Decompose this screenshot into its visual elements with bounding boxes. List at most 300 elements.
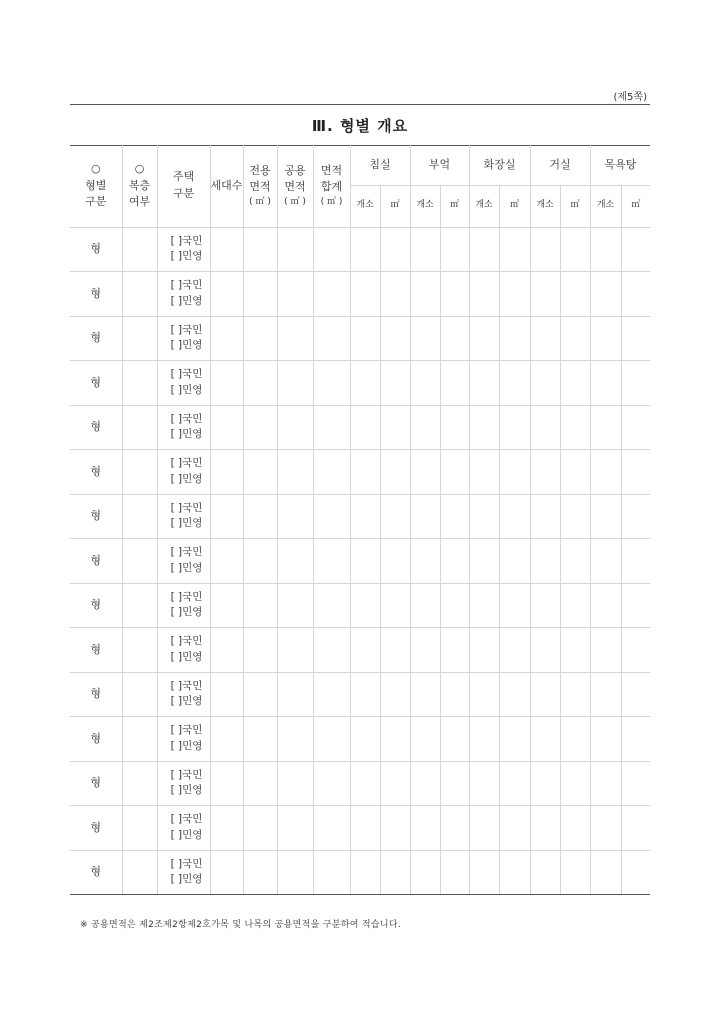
households-cell[interactable]	[210, 761, 243, 806]
restroom-count-cell[interactable]	[469, 672, 499, 717]
living-area-cell[interactable]	[560, 583, 590, 628]
table-row	[70, 494, 650, 539]
bedroom-area-cell[interactable]	[380, 761, 410, 806]
common-area-cell[interactable]	[277, 806, 313, 851]
common-area-cell[interactable]	[277, 405, 313, 450]
type-cell[interactable]: 형	[70, 761, 122, 806]
option-private[interactable]: [ ]민영	[170, 739, 203, 752]
total-area-cell[interactable]	[313, 316, 350, 361]
kitchen-area-cell[interactable]	[440, 272, 469, 317]
duplex-cell[interactable]	[122, 227, 157, 272]
kitchen-area-cell[interactable]	[440, 227, 469, 272]
total-area-cell[interactable]	[313, 361, 350, 406]
living-count-cell[interactable]	[530, 316, 560, 361]
common-area-cell[interactable]	[277, 272, 313, 317]
kitchen-count-cell[interactable]	[410, 494, 440, 539]
exclusive-area-cell[interactable]	[243, 628, 277, 673]
households-cell[interactable]	[210, 539, 243, 584]
exclusive-area-cell[interactable]	[243, 717, 277, 762]
type-cell[interactable]: 형	[70, 494, 122, 539]
header-room-restroom: 화장실	[469, 145, 530, 185]
option-national[interactable]: [ ]국민	[170, 546, 203, 558]
kitchen-area-cell[interactable]	[440, 539, 469, 584]
sub-count: 개소	[469, 185, 499, 227]
bath-area-cell[interactable]	[621, 227, 650, 272]
kitchen-area-cell[interactable]	[440, 405, 469, 450]
duplex-cell[interactable]	[122, 405, 157, 450]
bath-area-cell[interactable]	[621, 806, 650, 851]
bath-area-cell[interactable]	[621, 628, 650, 673]
kitchen-count-cell[interactable]	[410, 539, 440, 584]
bedroom-count-cell[interactable]	[350, 672, 380, 717]
living-count-cell[interactable]	[530, 717, 560, 762]
housing-options[interactable]	[157, 405, 210, 450]
total-area-cell[interactable]	[313, 539, 350, 584]
common-area-cell[interactable]	[277, 494, 313, 539]
sub-count: 개소	[590, 185, 621, 227]
housing-options[interactable]	[157, 272, 210, 317]
common-area-cell[interactable]	[277, 717, 313, 762]
bath-area-cell[interactable]	[621, 761, 650, 806]
kitchen-count-cell[interactable]	[410, 450, 440, 495]
living-count-cell[interactable]	[530, 761, 560, 806]
bath-area-cell[interactable]	[621, 272, 650, 317]
living-area-cell[interactable]	[560, 806, 590, 851]
households-cell[interactable]	[210, 227, 243, 272]
option-private[interactable]: [ ]민영	[170, 873, 203, 886]
option-national[interactable]: [ ]국민	[170, 412, 203, 425]
bath-count-cell[interactable]	[590, 272, 621, 317]
bedroom-area-cell[interactable]	[380, 450, 410, 495]
exclusive-area-cell[interactable]	[243, 494, 277, 539]
type-cell[interactable]: 형	[70, 583, 122, 628]
living-area-cell[interactable]	[560, 672, 590, 717]
exclusive-area-cell[interactable]	[243, 450, 277, 495]
bedroom-area-cell[interactable]	[380, 405, 410, 450]
total-area-cell[interactable]	[313, 272, 350, 317]
bedroom-count-cell[interactable]	[350, 405, 380, 450]
living-count-cell[interactable]	[530, 227, 560, 272]
kitchen-count-cell[interactable]	[410, 717, 440, 762]
kitchen-count-cell[interactable]	[410, 850, 440, 895]
living-count-cell[interactable]	[530, 272, 560, 317]
common-area-cell[interactable]	[277, 361, 313, 406]
living-area-cell[interactable]	[560, 272, 590, 317]
type-cell[interactable]: 형	[70, 672, 122, 717]
total-area-cell[interactable]	[313, 806, 350, 851]
housing-options[interactable]	[157, 850, 210, 895]
bath-count-cell[interactable]	[590, 806, 621, 851]
type-cell[interactable]: 형	[70, 717, 122, 762]
exclusive-area-cell[interactable]	[243, 361, 277, 406]
option-private[interactable]: [ ]민영	[170, 517, 203, 530]
housing-options[interactable]	[157, 450, 210, 495]
duplex-cell[interactable]	[122, 628, 157, 673]
duplex-cell[interactable]	[122, 806, 157, 851]
type-cell[interactable]: 형	[70, 450, 122, 495]
option-national[interactable]: [ ]국민	[170, 635, 203, 647]
households-cell[interactable]	[210, 628, 243, 673]
living-count-cell[interactable]	[530, 405, 560, 450]
restroom-area-cell[interactable]	[499, 494, 530, 539]
total-area-label: 면적 합계	[320, 163, 343, 193]
type-header-label: 형별 구분	[85, 178, 107, 208]
households-cell[interactable]	[210, 806, 243, 851]
kitchen-area-cell[interactable]	[440, 628, 469, 673]
total-area-cell[interactable]	[313, 227, 350, 272]
bath-count-cell[interactable]	[590, 672, 621, 717]
bath-area-cell[interactable]	[621, 494, 650, 539]
households-cell[interactable]	[210, 361, 243, 406]
total-area-cell[interactable]	[313, 850, 350, 895]
kitchen-count-cell[interactable]	[410, 227, 440, 272]
option-national[interactable]: [ ]국민	[170, 234, 203, 247]
option-private[interactable]: [ ]민영	[170, 606, 203, 619]
duplex-cell[interactable]	[122, 361, 157, 406]
bath-area-cell[interactable]	[621, 316, 650, 361]
common-area-cell[interactable]	[277, 227, 313, 272]
bath-area-cell[interactable]	[621, 405, 650, 450]
restroom-area-cell[interactable]	[499, 450, 530, 495]
common-area-cell[interactable]	[277, 316, 313, 361]
exclusive-area-cell[interactable]	[243, 583, 277, 628]
bath-area-cell[interactable]	[621, 672, 650, 717]
type-cell[interactable]: 형	[70, 272, 122, 317]
bedroom-area-cell[interactable]	[380, 583, 410, 628]
bath-area-cell[interactable]	[621, 450, 650, 495]
table-row	[70, 583, 650, 628]
bedroom-area-cell[interactable]	[380, 361, 410, 406]
common-area-cell[interactable]	[277, 850, 313, 895]
restroom-area-cell[interactable]	[499, 227, 530, 272]
kitchen-area-cell[interactable]	[440, 761, 469, 806]
exclusive-area-cell[interactable]	[243, 761, 277, 806]
option-private[interactable]: [ ]민영	[170, 339, 203, 352]
living-area-cell[interactable]	[560, 761, 590, 806]
bedroom-area-cell[interactable]	[380, 494, 410, 539]
restroom-area-cell[interactable]	[499, 272, 530, 317]
exclusive-area-cell[interactable]	[243, 405, 277, 450]
kitchen-area-cell[interactable]	[440, 672, 469, 717]
living-count-cell[interactable]	[530, 539, 560, 584]
restroom-count-cell[interactable]	[469, 361, 499, 406]
housing-options[interactable]	[157, 316, 210, 361]
option-national[interactable]: [ ]국민	[170, 768, 203, 781]
bedroom-count-cell[interactable]	[350, 361, 380, 406]
living-area-cell[interactable]	[560, 227, 590, 272]
option-national[interactable]: [ ]국민	[170, 501, 203, 514]
housing-options[interactable]	[157, 227, 210, 272]
restroom-area-cell[interactable]	[499, 806, 530, 851]
households-cell[interactable]	[210, 717, 243, 762]
kitchen-count-cell[interactable]	[410, 361, 440, 406]
kitchen-area-cell[interactable]	[440, 850, 469, 895]
kitchen-area-cell[interactable]	[440, 361, 469, 406]
bedroom-area-cell[interactable]	[380, 672, 410, 717]
restroom-area-cell[interactable]	[499, 628, 530, 673]
option-private[interactable]: [ ]민영	[170, 294, 203, 307]
restroom-area-cell[interactable]	[499, 405, 530, 450]
living-count-cell[interactable]	[530, 628, 560, 673]
option-national[interactable]: [ ]국민	[170, 724, 203, 736]
bedroom-count-cell[interactable]	[350, 583, 380, 628]
restroom-count-cell[interactable]	[469, 583, 499, 628]
restroom-area-cell[interactable]	[499, 761, 530, 806]
type-cell[interactable]: 형	[70, 405, 122, 450]
households-cell[interactable]	[210, 672, 243, 717]
kitchen-area-cell[interactable]	[440, 806, 469, 851]
bedroom-area-cell[interactable]	[380, 316, 410, 361]
exclusive-area-cell[interactable]	[243, 806, 277, 851]
households-cell[interactable]	[210, 850, 243, 895]
kitchen-area-cell[interactable]	[440, 494, 469, 539]
option-private[interactable]: [ ]민영	[170, 695, 203, 708]
living-area-cell[interactable]	[560, 539, 590, 584]
bedroom-count-cell[interactable]	[350, 850, 380, 895]
households-cell[interactable]	[210, 405, 243, 450]
living-area-cell[interactable]	[560, 316, 590, 361]
sub-count: 개소	[350, 185, 380, 227]
bath-count-cell[interactable]	[590, 494, 621, 539]
bedroom-area-cell[interactable]	[380, 227, 410, 272]
duplex-cell[interactable]	[122, 850, 157, 895]
duplex-cell[interactable]	[122, 316, 157, 361]
households-cell[interactable]	[210, 272, 243, 317]
bath-area-cell[interactable]	[621, 850, 650, 895]
bedroom-count-cell[interactable]	[350, 494, 380, 539]
option-national[interactable]: [ ]국민	[170, 813, 203, 825]
bath-count-cell[interactable]	[590, 539, 621, 584]
living-count-cell[interactable]	[530, 583, 560, 628]
bedroom-count-cell[interactable]	[350, 272, 380, 317]
option-national[interactable]: [ ]국민	[170, 857, 203, 870]
option-national[interactable]: [ ]국민	[170, 590, 203, 603]
bedroom-area-cell[interactable]	[380, 272, 410, 317]
type-cell[interactable]: 형	[70, 227, 122, 272]
sub-area: ㎡	[560, 185, 590, 227]
table-row	[70, 227, 650, 272]
households-cell[interactable]	[210, 450, 243, 495]
bath-count-cell[interactable]	[590, 450, 621, 495]
housing-options[interactable]	[157, 583, 210, 628]
duplex-cell[interactable]	[122, 672, 157, 717]
option-national[interactable]: [ ]국민	[170, 679, 203, 692]
table-row	[70, 316, 650, 361]
exclusive-area-cell[interactable]	[243, 227, 277, 272]
restroom-count-cell[interactable]	[469, 227, 499, 272]
exclusive-area-cell[interactable]	[243, 272, 277, 317]
type-cell[interactable]: 형	[70, 806, 122, 851]
bath-count-cell[interactable]	[590, 227, 621, 272]
option-private[interactable]: [ ]민영	[170, 784, 203, 797]
bedroom-count-cell[interactable]	[350, 227, 380, 272]
kitchen-area-cell[interactable]	[440, 717, 469, 762]
restroom-count-cell[interactable]	[469, 494, 499, 539]
table-row	[70, 628, 650, 673]
bedroom-count-cell[interactable]	[350, 316, 380, 361]
restroom-area-cell[interactable]	[499, 361, 530, 406]
housing-options[interactable]	[157, 539, 210, 584]
restroom-area-cell[interactable]	[499, 539, 530, 584]
living-area-cell[interactable]	[560, 405, 590, 450]
kitchen-count-cell[interactable]	[410, 806, 440, 851]
kitchen-count-cell[interactable]	[410, 316, 440, 361]
unit-type-table	[70, 145, 650, 895]
bedroom-count-cell[interactable]	[350, 450, 380, 495]
kitchen-count-cell[interactable]	[410, 761, 440, 806]
option-private[interactable]: [ ]민영	[170, 428, 203, 441]
total-area-cell[interactable]	[313, 717, 350, 762]
households-cell[interactable]	[210, 316, 243, 361]
option-national[interactable]: [ ]국민	[170, 457, 203, 469]
total-area-cell[interactable]	[313, 628, 350, 673]
bath-count-cell[interactable]	[590, 405, 621, 450]
bedroom-area-cell[interactable]	[380, 806, 410, 851]
total-area-cell[interactable]	[313, 405, 350, 450]
living-count-cell[interactable]	[530, 806, 560, 851]
bedroom-count-cell[interactable]	[350, 761, 380, 806]
duplex-cell[interactable]	[122, 494, 157, 539]
restroom-area-cell[interactable]	[499, 672, 530, 717]
common-area-cell[interactable]	[277, 628, 313, 673]
kitchen-count-cell[interactable]	[410, 628, 440, 673]
option-private[interactable]: [ ]민영	[170, 561, 203, 574]
restroom-count-cell[interactable]	[469, 850, 499, 895]
bedroom-count-cell[interactable]	[350, 539, 380, 584]
header-room-kitchen: 부엌	[410, 145, 469, 185]
living-area-cell[interactable]	[560, 717, 590, 762]
housing-options[interactable]	[157, 806, 210, 851]
kitchen-area-cell[interactable]	[440, 316, 469, 361]
bedroom-area-cell[interactable]	[380, 717, 410, 762]
restroom-count-cell[interactable]	[469, 761, 499, 806]
bedroom-count-cell[interactable]	[350, 717, 380, 762]
restroom-count-cell[interactable]	[469, 450, 499, 495]
households-cell[interactable]	[210, 583, 243, 628]
restroom-area-cell[interactable]	[499, 850, 530, 895]
bedroom-count-cell[interactable]	[350, 806, 380, 851]
living-area-cell[interactable]	[560, 628, 590, 673]
housing-options[interactable]	[157, 717, 210, 762]
duplex-cell[interactable]	[122, 717, 157, 762]
type-cell[interactable]: 형	[70, 539, 122, 584]
header-housing	[157, 145, 210, 227]
living-area-cell[interactable]	[560, 450, 590, 495]
bath-count-cell[interactable]	[590, 717, 621, 762]
living-count-cell[interactable]	[530, 672, 560, 717]
kitchen-count-cell[interactable]	[410, 272, 440, 317]
option-private[interactable]: [ ]민영	[170, 650, 203, 663]
exclusive-area-cell[interactable]	[243, 316, 277, 361]
bath-count-cell[interactable]	[590, 361, 621, 406]
bath-area-cell[interactable]	[621, 361, 650, 406]
living-count-cell[interactable]	[530, 450, 560, 495]
restroom-count-cell[interactable]	[469, 628, 499, 673]
total-area-cell[interactable]	[313, 583, 350, 628]
housing-options[interactable]	[157, 761, 210, 806]
kitchen-count-cell[interactable]	[410, 405, 440, 450]
option-private[interactable]: [ ]민영	[170, 472, 203, 485]
kitchen-count-cell[interactable]	[410, 583, 440, 628]
option-national[interactable]: [ ]국민	[170, 323, 203, 336]
exclusive-area-cell[interactable]	[243, 539, 277, 584]
common-area-cell[interactable]	[277, 672, 313, 717]
option-private[interactable]: [ ]민영	[170, 250, 203, 263]
common-area-cell[interactable]	[277, 539, 313, 584]
bedroom-area-cell[interactable]	[380, 850, 410, 895]
housing-options[interactable]	[157, 361, 210, 406]
type-cell[interactable]: 형	[70, 850, 122, 895]
type-cell[interactable]: 형	[70, 628, 122, 673]
duplex-cell[interactable]	[122, 583, 157, 628]
kitchen-area-cell[interactable]	[440, 450, 469, 495]
households-cell[interactable]	[210, 494, 243, 539]
total-area-cell[interactable]	[313, 450, 350, 495]
bath-area-cell[interactable]	[621, 539, 650, 584]
type-cell[interactable]: 형	[70, 316, 122, 361]
total-area-cell[interactable]	[313, 761, 350, 806]
duplex-cell[interactable]	[122, 761, 157, 806]
restroom-count-cell[interactable]	[469, 717, 499, 762]
living-count-cell[interactable]	[530, 850, 560, 895]
restroom-count-cell[interactable]	[469, 806, 499, 851]
restroom-count-cell[interactable]	[469, 539, 499, 584]
bath-area-cell[interactable]	[621, 717, 650, 762]
common-area-cell[interactable]	[277, 450, 313, 495]
option-private[interactable]: [ ]민영	[170, 828, 203, 841]
kitchen-count-cell[interactable]	[410, 672, 440, 717]
duplex-cell[interactable]	[122, 272, 157, 317]
kitchen-area-cell[interactable]	[440, 583, 469, 628]
restroom-count-cell[interactable]	[469, 316, 499, 361]
option-national[interactable]: [ ]국민	[170, 368, 203, 380]
option-private[interactable]: [ ]민영	[170, 383, 203, 396]
duplex-cell[interactable]	[122, 539, 157, 584]
restroom-count-cell[interactable]	[469, 405, 499, 450]
total-area-cell[interactable]	[313, 672, 350, 717]
bath-area-cell[interactable]	[621, 583, 650, 628]
exclusive-area-cell[interactable]	[243, 672, 277, 717]
bath-count-cell[interactable]	[590, 583, 621, 628]
bedroom-area-cell[interactable]	[380, 628, 410, 673]
duplex-cell[interactable]	[122, 450, 157, 495]
total-area-cell[interactable]	[313, 494, 350, 539]
exclusive-area-cell[interactable]	[243, 850, 277, 895]
living-area-cell[interactable]	[560, 494, 590, 539]
housing-options[interactable]	[157, 672, 210, 717]
common-area-cell[interactable]	[277, 761, 313, 806]
housing-options[interactable]	[157, 494, 210, 539]
bedroom-count-cell[interactable]	[350, 628, 380, 673]
bedroom-area-cell[interactable]	[380, 539, 410, 584]
option-national[interactable]: [ ]국민	[170, 279, 203, 291]
common-area-cell[interactable]	[277, 583, 313, 628]
living-count-cell[interactable]	[530, 494, 560, 539]
living-area-cell[interactable]	[560, 361, 590, 406]
bath-count-cell[interactable]	[590, 316, 621, 361]
restroom-area-cell[interactable]	[499, 583, 530, 628]
bath-count-cell[interactable]	[590, 761, 621, 806]
restroom-area-cell[interactable]	[499, 316, 530, 361]
restroom-count-cell[interactable]	[469, 272, 499, 317]
living-count-cell[interactable]	[530, 361, 560, 406]
housing-options[interactable]	[157, 628, 210, 673]
restroom-area-cell[interactable]	[499, 717, 530, 762]
bath-count-cell[interactable]	[590, 850, 621, 895]
type-cell[interactable]: 형	[70, 361, 122, 406]
living-area-cell[interactable]	[560, 850, 590, 895]
bath-count-cell[interactable]	[590, 628, 621, 673]
